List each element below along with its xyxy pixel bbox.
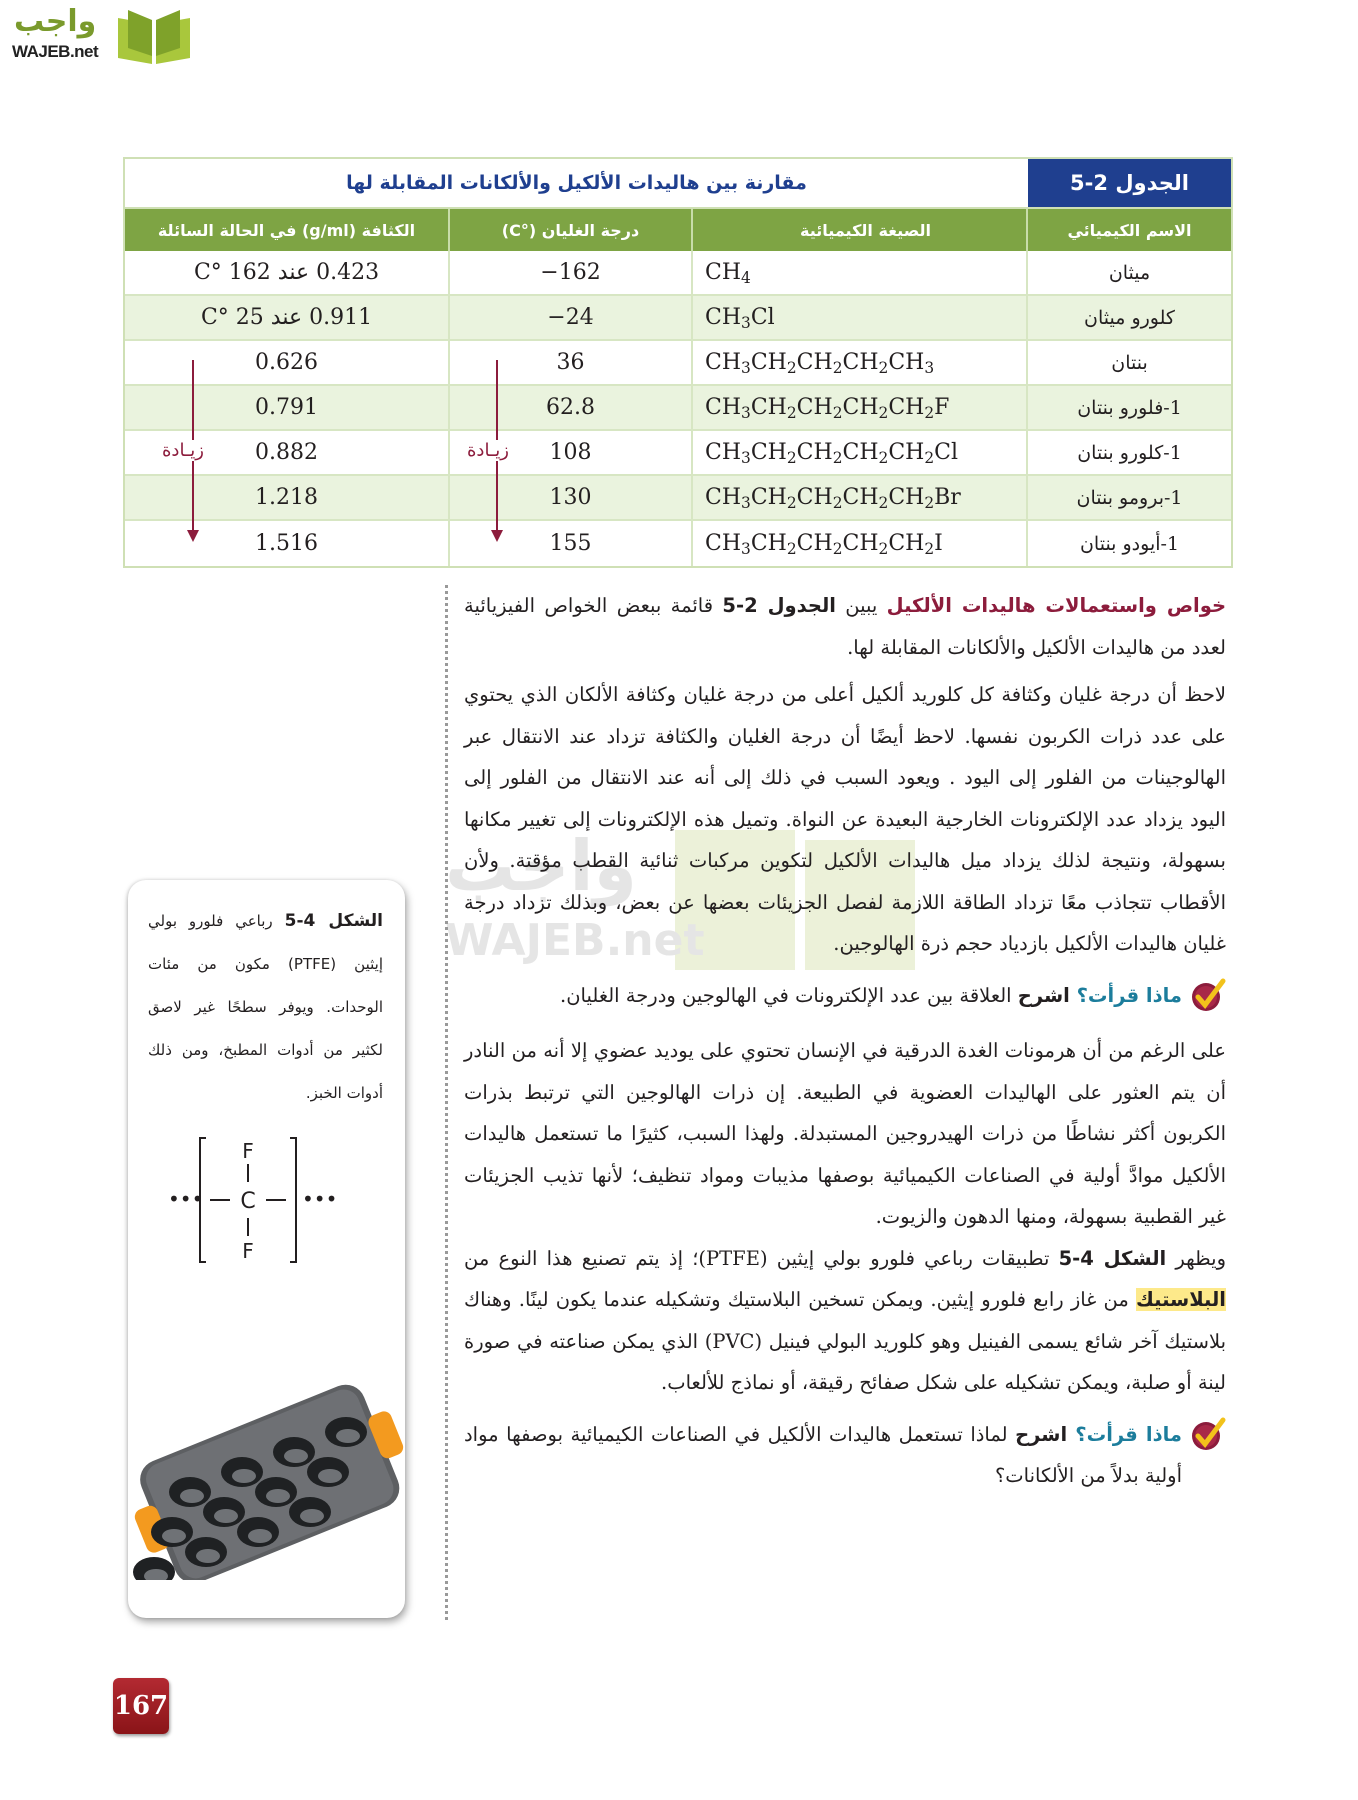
text-run: يبين xyxy=(835,594,887,617)
column-header-formula: الصيغة الكيميائية xyxy=(691,209,1026,251)
logo-latin-text: WAJEB.net xyxy=(12,42,99,61)
cell-chemical-name: 1-أيودو بنتان xyxy=(1026,521,1231,566)
figure-card xyxy=(128,880,405,1618)
cell-boiling-point: 130 xyxy=(448,476,691,519)
muffin-pan-image xyxy=(128,1380,405,1580)
cell-density: 0.911 عند 25 °C xyxy=(200,305,373,330)
cell-boiling-point: 62.8 xyxy=(448,386,691,429)
table-title: مقارنة بين هاليدات الألكيل والألكانات المقابلة لها xyxy=(125,159,1028,207)
table-header-row xyxy=(125,209,1231,251)
cell-boiling-point: 155 xyxy=(448,521,691,566)
checkmark-icon xyxy=(1190,978,1226,1014)
cell-chemical-name: 1-برومو بنتان xyxy=(1026,476,1231,519)
chain-dots-right: ••• xyxy=(302,1187,338,1211)
cell-boiling-point: −24 xyxy=(448,296,691,339)
cell-chemical-name: كلورو ميثان xyxy=(1026,296,1231,339)
main-text-column xyxy=(464,585,1226,1497)
reading-check-question: لماذا تستعمل هاليدات الألكيل في الصناعات الكيميائية بوصفها مواد أولية بدلاً من الألكانات؟ xyxy=(464,1422,1182,1487)
cell-boiling-point: −162 xyxy=(448,251,691,294)
checkmark-icon xyxy=(1190,1417,1226,1453)
table-row xyxy=(125,476,1231,521)
fluorine-top: F xyxy=(242,1139,254,1163)
column-divider xyxy=(445,585,448,1620)
reading-check-label: ماذا قرأت؟ xyxy=(1076,983,1182,1007)
table-reference: الجدول 2-5 xyxy=(722,594,836,617)
highlighted-term-plastic[interactable]: البلاستيك xyxy=(1135,1288,1226,1311)
table-row xyxy=(125,386,1231,431)
logo-arabic-text: واجب xyxy=(14,4,97,39)
cell-chemical-name: 1-كلورو بنتان xyxy=(1026,431,1231,474)
fluorine-bottom: F xyxy=(242,1239,254,1263)
cell-boiling-point: 36 xyxy=(448,341,691,384)
column-header-name: الاسم الكيميائي xyxy=(1026,209,1231,251)
data-table xyxy=(123,157,1233,568)
boiling-increase-label: زيـادة xyxy=(467,440,509,461)
cell-formula: $CH_3CH_2CH_2CH_2CH_2Br$ xyxy=(691,476,1026,519)
svg-text:واجب: واجب xyxy=(445,825,638,907)
page-number: 167 xyxy=(113,1678,169,1734)
cell-formula: $CH_3CH_2CH_2CH_2CH_2I$ xyxy=(691,521,1026,566)
cell-density: 1.516 xyxy=(255,531,318,556)
text-run: تطبيقات رباعي فلورو بولي إيثين (PTFE)؛ إذ يتم تصنيع هذا النوع من xyxy=(464,1246,1059,1270)
column-header-boiling-point: درجة الغليان (°C) xyxy=(448,209,691,251)
figure-reference: الشكل 4-5 xyxy=(1058,1246,1167,1270)
text-run: من غاز رابع فلورو إيثين. ويمكن تسخين البلاستيك وتشكيله عندما يكون لينًا. وهناك بلاستيك آخر شائع يسمى الفينيل وهو كلوريد البولي فينيل (PVC) الذي يمكن صناعته في صورة لينة أو صلبة، ويمكن تشكيله على شكل صفائح رقيقة، أو نماذج للألعاب. xyxy=(464,1288,1227,1394)
figure-label: الشكل 4-5 xyxy=(284,911,383,931)
reading-check-2 xyxy=(464,1414,1226,1497)
figure-caption xyxy=(148,900,383,1115)
cell-chemical-name: 1-فلورو بنتان xyxy=(1026,386,1231,429)
table-row xyxy=(125,431,1231,476)
reading-check-question: العلاقة بين عدد الإلكترونات في الهالوجين ودرجة الغليان. xyxy=(560,983,1018,1007)
wajeb-logo xyxy=(10,4,190,66)
paragraph-ptfe xyxy=(464,1238,1226,1404)
cell-chemical-name: ميثان xyxy=(1026,251,1231,294)
carbon-atom: C xyxy=(240,1189,256,1214)
cell-density: 0.882 xyxy=(255,440,318,465)
reading-check-verb: اشرح xyxy=(1015,1422,1076,1446)
cell-boiling-point: 108 xyxy=(448,431,691,474)
section-heading: خواص واستعمالات هاليدات الألكيل xyxy=(886,594,1227,617)
chain-dots-left: ••• xyxy=(168,1187,204,1211)
density-increase-label: زيـادة xyxy=(162,440,204,461)
table-number: الجدول 2-5 xyxy=(1028,159,1231,207)
cell-formula: $CH_3CH_2CH_2CH_2CH_2Cl$ xyxy=(691,431,1026,474)
cell-formula: $CH_4$ xyxy=(691,251,1026,294)
svg-text:WAJEB.net: WAJEB.net xyxy=(445,915,705,966)
cell-density: 0.423 عند 162 °C xyxy=(193,260,380,285)
book-icon xyxy=(114,6,194,66)
figure-caption-text: رباعي فلورو بولي إيثين (PTFE) مكون من مئات الوحدات. ويوفر سطحًا غير لاصق لكثير من أدوات المطبخ، ومن ذلك أدوات الخبز. xyxy=(148,912,383,1102)
ptfe-structural-formula xyxy=(168,1130,368,1270)
table-row xyxy=(125,521,1231,566)
paragraph-intro xyxy=(464,585,1226,668)
cell-density: 0.626 xyxy=(255,350,318,375)
reading-check-verb: اشرح xyxy=(1017,983,1077,1007)
reading-check-label: ماذا قرأت؟ xyxy=(1075,1422,1182,1446)
cell-formula: $CH_3Cl$ xyxy=(691,296,1026,339)
cell-density: 1.218 xyxy=(255,485,318,510)
table-row xyxy=(125,296,1231,341)
reading-check-1 xyxy=(464,975,1226,1017)
cell-formula: $CH_3CH_2CH_2CH_2CH_3$ xyxy=(691,341,1026,384)
cell-chemical-name: بنتان xyxy=(1026,341,1231,384)
text-run: ويظهر xyxy=(1166,1246,1226,1270)
table-row xyxy=(125,251,1231,296)
table-body xyxy=(125,251,1231,566)
column-header-density: الكثافة (g/ml) في الحالة السائلة xyxy=(157,220,416,240)
table-row xyxy=(125,341,1231,386)
cell-density: 0.791 xyxy=(255,395,318,420)
table-caption-bar xyxy=(125,159,1231,209)
paragraph-halides-industry: على الرغم من أن هرمونات الغدة الدرقية في الإنسان تحتوي على يوديد عضوي إلا أنه من النادر أن يتم العثور على الهاليدات العضوية في الطبيعة. إن ذرات الهالوجين التي ترتبط بذرات الكربون أكثر نشاطًا من ذرات الهيدروجين المستبدلة. ولهذا السبب، كثيرًا ما تستعمل هاليدات الألكيل موادَّ أولية في الصناعات الكيميائية بوصفها مذيبات ومواد تنظيف؛ لأنها تذيب الجزيئات غير القطبية بسهولة، ومنها الدهون والزيوت. xyxy=(464,1039,1226,1228)
paragraph-boiling-explanation: لاحظ أن درجة غليان وكثافة كل كلوريد ألكيل أعلى من درجة غليان وكثافة الألكان الذي يحتوي على عدد ذرات الكربون نفسها. لاحظ أيضًا أن درجة الغليان والكثافة تزداد عند الانتقال عبر الهالوجينات من الفلور إلى اليود . ويعود السبب في ذلك إلى أنه عند الانتقال من الفلور إلى اليود يزداد عدد الإلكترونات الخارجية البعيدة عن النواة. وتميل هذه الإلكترونات إلى تغيير مكانها بسهولة، ونتيجة لذلك يزداد ميل هاليدات الألكيل لتكوين مركبات ثنائية القطب مؤقتة. ولأن الأقطاب تتجاذب معًا تزداد الطاقة اللازمة لفصل الجزيئات بعضها عن بعض، وبذلك تزداد درجة غليان هاليدات الألكيل بازدياد حجم ذرة الهالوجين. xyxy=(464,683,1226,955)
text-run: قائمة ببعض الخواص الفيزيائية لعدد من هاليدات الألكيل والألكانات المقابلة لها. xyxy=(464,594,1226,659)
cell-formula: $CH_3CH_2CH_2CH_2CH_2F$ xyxy=(691,386,1026,429)
